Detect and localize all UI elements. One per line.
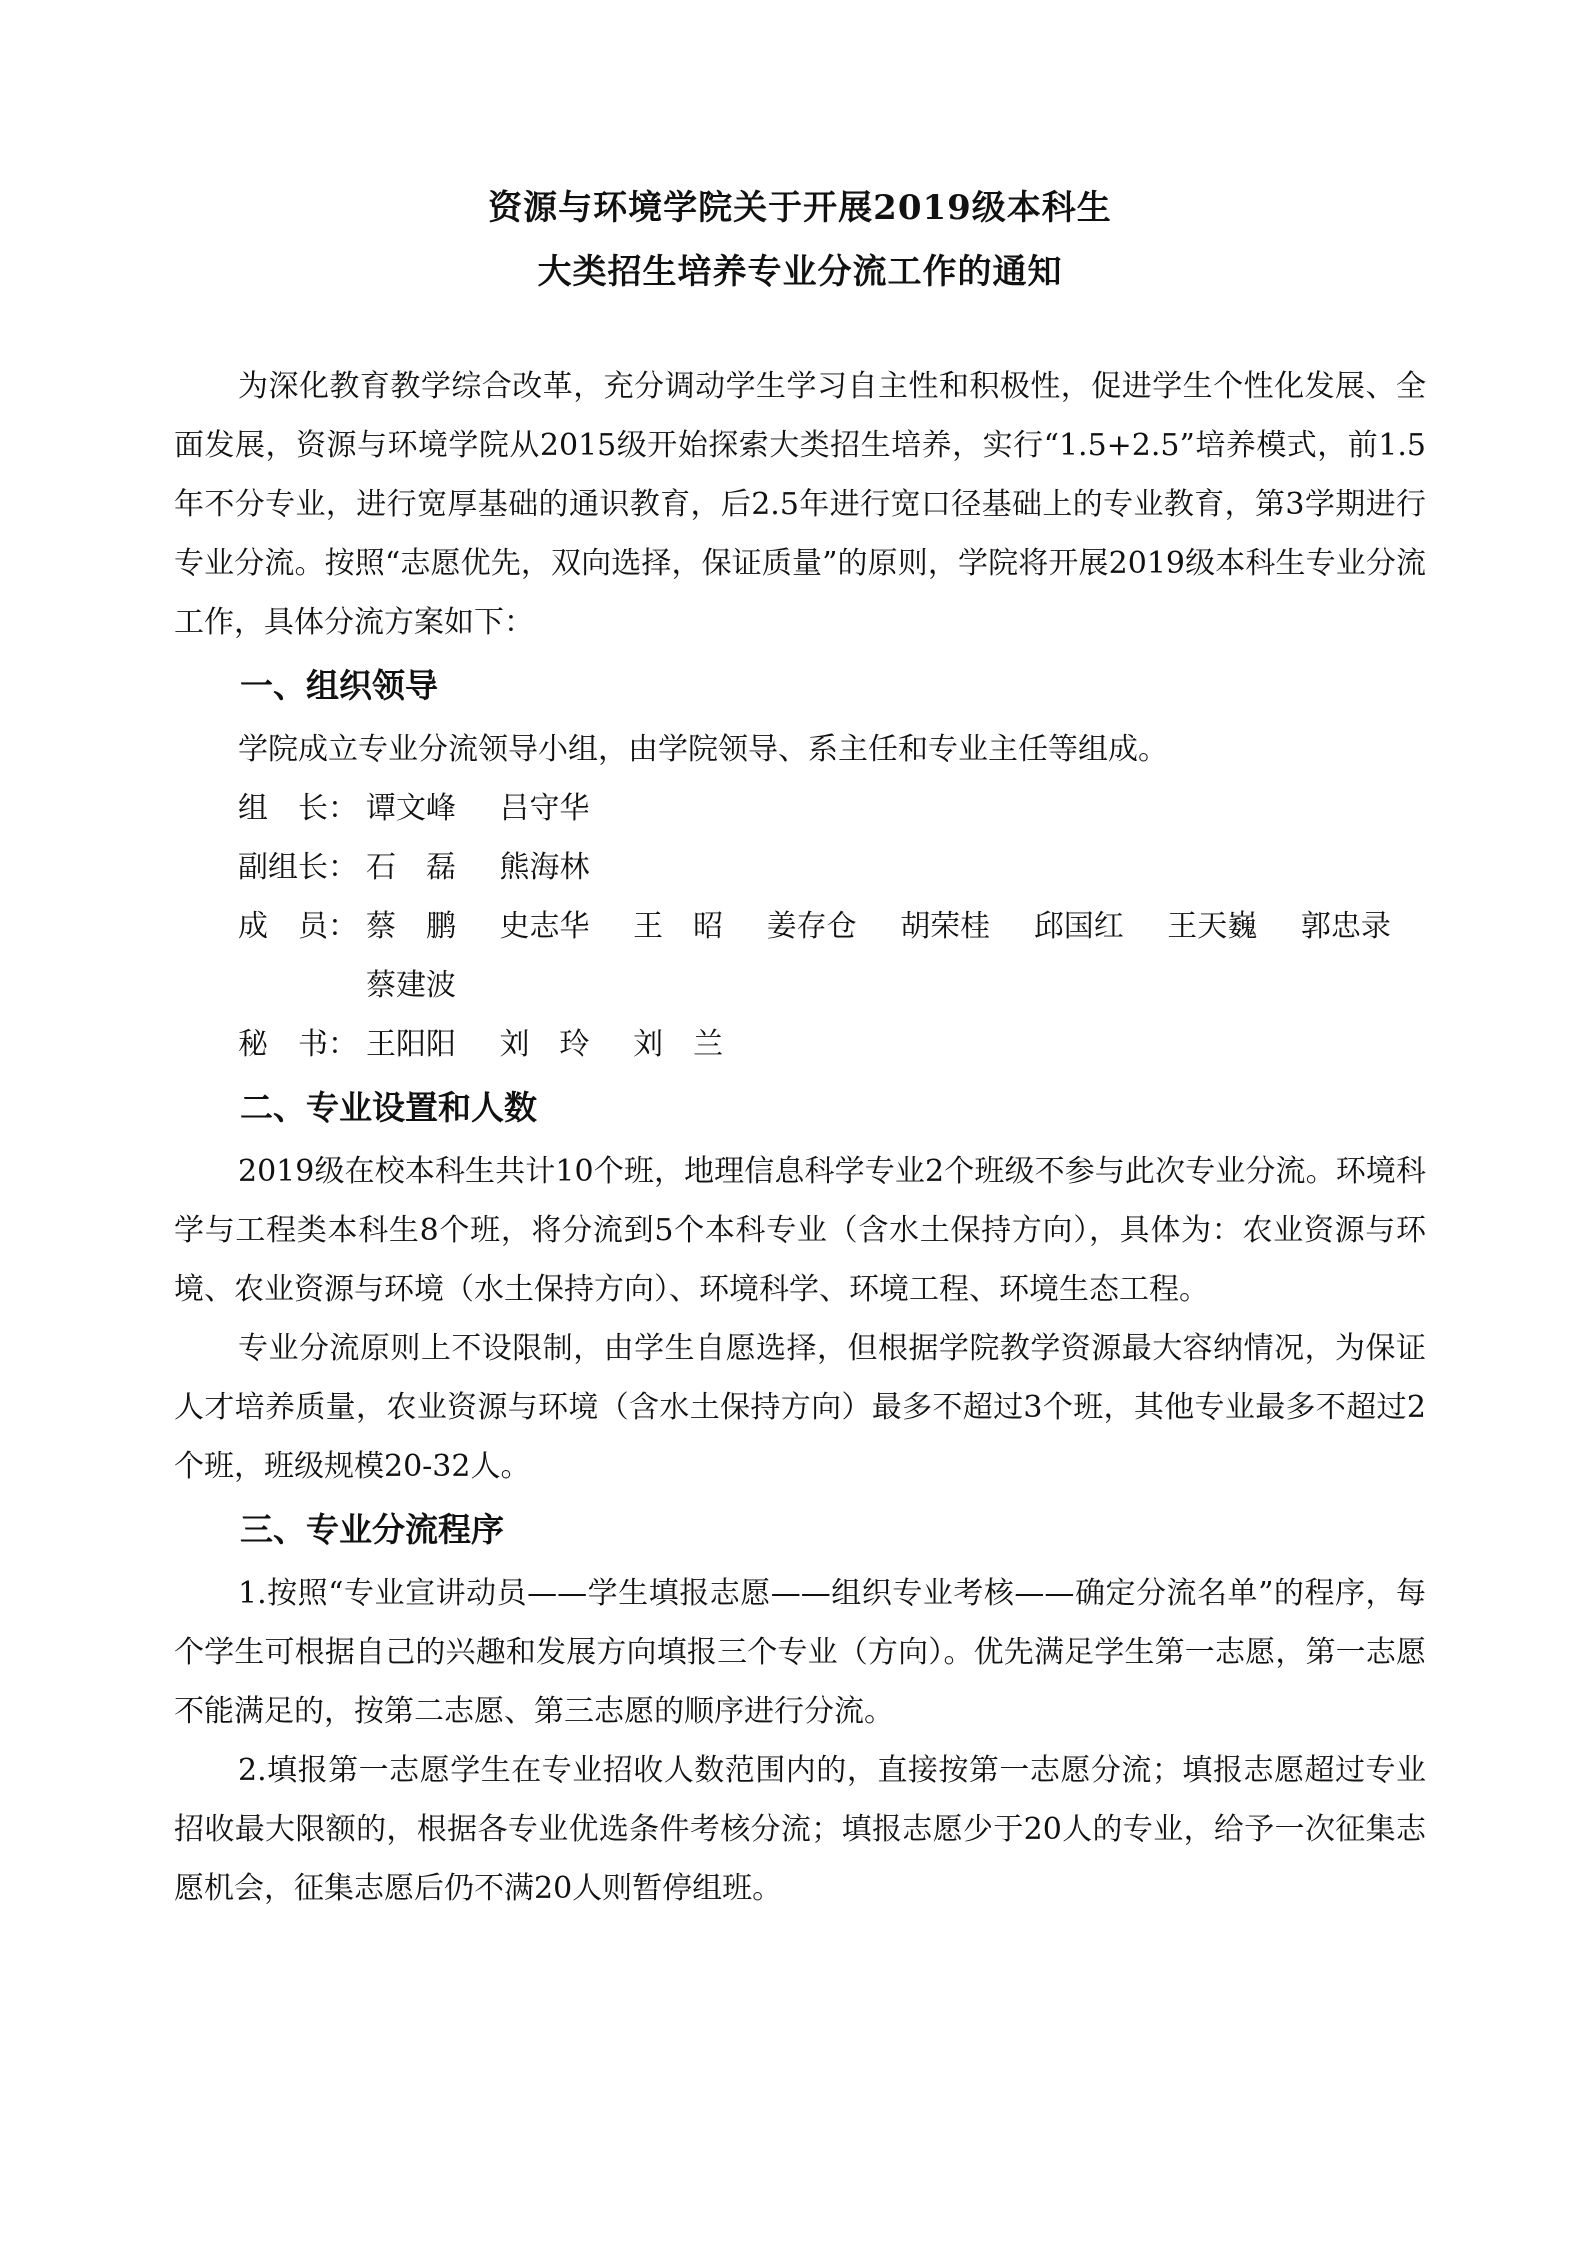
- leadership-group-list: [174, 779, 1426, 1074]
- member-name: 郭忠录: [1300, 909, 1391, 944]
- member-name: 蔡建波: [366, 968, 456, 1003]
- member-name: 王天巍: [1167, 909, 1258, 944]
- intro-paragraph: 为深化教育教学综合改革，充分调动学生学习自主性和积极性，促进学生个性化发展、全面发展，资源与环境学院从2015级开始探索大类招生培养，实行“1.5+2.5”培养模式，前1.5年不分专业，进行宽厚基础的通识教育，后2.5年进行宽口径基础上的专业教育，第3学期进行专业分流。按照“志愿优先，双向选择，保证质量”的原则，学院将开展2019级本科生专业分流工作，具体分流方案如下：: [174, 369, 1426, 640]
- secretary-names: [366, 1015, 1426, 1074]
- document-body: [174, 176, 1426, 1918]
- member-names: [366, 897, 1426, 1015]
- vice-leader-label: 副组长：: [238, 850, 358, 885]
- section-2-paragraph-2: 专业分流原则上不设限制，由学生自愿选择，但根据学院教学资源最大容纳情况，为保证人才培养质量，农业资源与环境（含水土保持方向）最多不超过3个班，其他专业最多不超过2个班，班级规模20-32人。: [174, 1331, 1426, 1484]
- secretary-label: 秘 书：: [238, 1027, 358, 1062]
- member-name: 蔡 鹏: [366, 909, 456, 944]
- section-1-intro: 学院成立专业分流领导小组，由学院领导、系主任和专业主任等组成。: [238, 732, 1168, 767]
- document-title-line-1: 资源与环境学院关于开展2019级本科生: [488, 188, 1112, 228]
- section-3-paragraph-1: 1.按照“专业宣讲动员——学生填报志愿——组织专业考核——确定分流名单”的程序，每个学生可根据自己的兴趣和发展方向填报三个专业（方向）。优先满足学生第一志愿，第一志愿不能满足的，按第二志愿、第三志愿的顺序进行分流。: [174, 1576, 1426, 1729]
- secretary-name: 王阳阳: [366, 1027, 456, 1062]
- secretary-name: 刘 玲: [499, 1027, 590, 1062]
- leader-label: 组 长：: [238, 791, 358, 826]
- section-2-heading: 二、专业设置和人数: [240, 1088, 537, 1127]
- section-3-paragraph-2: 2.填报第一志愿学生在专业招收人数范围内的，直接按第一志愿分流；填报志愿超过专业招收最大限额的，根据各专业优选条件考核分流；填报志愿少于20人的专业，给予一次征集志愿机会，征集志愿后仍不满20人则暂停组班。: [174, 1753, 1426, 1906]
- leader-names: [366, 779, 1426, 838]
- secretary-name: 刘 兰: [633, 1027, 724, 1062]
- secretary-row: [238, 1015, 1426, 1074]
- member-name: 胡荣桂: [900, 909, 991, 944]
- member-name: 邱国红: [1033, 909, 1124, 944]
- leader-name: 吕守华: [499, 791, 590, 826]
- vice-leader-name: 石 磊: [366, 850, 456, 885]
- vice-leader-name: 熊海林: [499, 850, 590, 885]
- member-name: 王 昭: [633, 909, 724, 944]
- vice-leader-names: [366, 838, 1426, 897]
- section-3-heading: 三、专业分流程序: [240, 1510, 504, 1549]
- section-2-paragraph-1: 2019级在校本科生共计10个班，地理信息科学专业2个班级不参与此次专业分流。环境科学与工程类本科生8个班，将分流到5个本科专业（含水土保持方向），具体为：农业资源与环境、农业资源与环境（水土保持方向）、环境科学、环境工程、环境生态工程。: [174, 1154, 1426, 1307]
- member-name: 姜存仓: [766, 909, 857, 944]
- leader-name: 谭文峰: [366, 791, 456, 826]
- vice-leader-row: [238, 838, 1426, 897]
- member-row: [238, 897, 1426, 1015]
- section-1-heading: 一、组织领导: [240, 666, 438, 705]
- title-block: [174, 176, 1426, 304]
- member-name: 史志华: [499, 909, 590, 944]
- leader-row: [238, 779, 1426, 838]
- document-title-line-2: 大类招生培养专业分流工作的通知: [537, 252, 1063, 292]
- member-label: 成 员：: [238, 909, 358, 944]
